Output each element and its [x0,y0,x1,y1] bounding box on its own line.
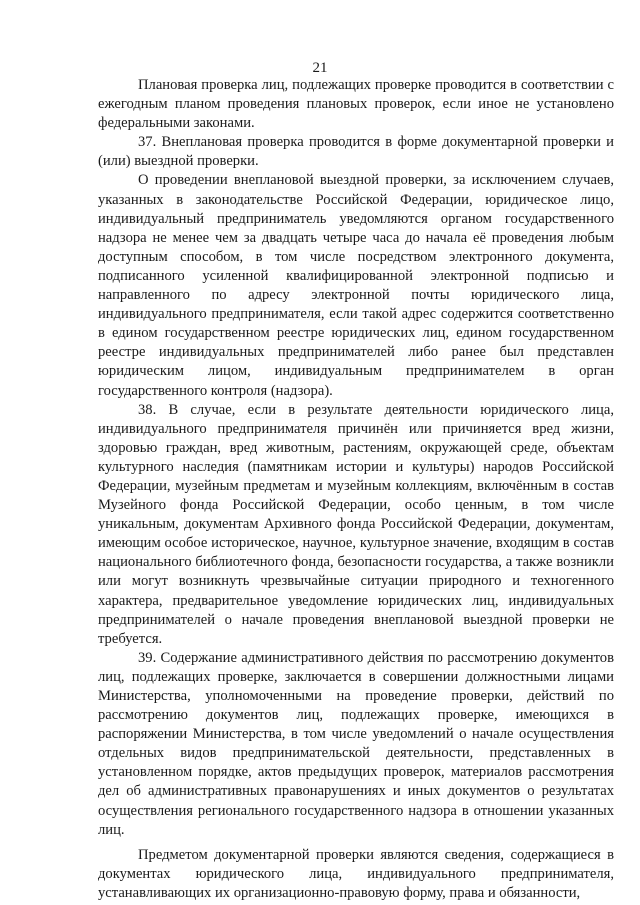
page-number: 21 [312,60,328,76]
document-body [98,76,614,903]
paragraph-planned-inspection: Плановая проверка лиц, подлежащих проверке проводится в соответствии с ежегодным планом проведения плановых проверок, если иное не установлено федеральными законами. [98,77,614,132]
paragraph-documentary-subject: Предметом документарной проверки являются сведения, содержащиеся в документах юридического лица, индивидуального предпринимателя, устанавливающих их организационно-правовую форму, права и обязанности, [98,846,614,901]
paragraph-unscheduled-notice: О проведении внеплановой выездной проверки, за исключением случаев, указанных в законодательстве Российской Федерации, юридическое лицо, индивидуальный предприниматель уведомляются органом государственного надзора не менее чем за двадцать четыре часа до начала её проведения любым доступным способом, в том числе посредством электронного документа, подписанного усиленной квалифицированной электронной подписью и направленного по адресу электронной почты юридического лица, индивидуального предпринимателя, если такой адрес содержится соответственно в едином государственном реестре юридических лиц, едином государственном реестре индивидуальных предпринимателей либо ранее был представлен юридическим лицом, индивидуальным предпринимателем в орган государственного контроля (надзора). [98,172,614,399]
paragraph-38: 38. В случае, если в результате деятельности юридического лица, индивидуального предпринимателя причинён или причиняется вред жизни, здоровью граждан, вред животным, растениям, окружающей среде, объектам культурного наследия (памятникам истории и культуры) народов Российской Федерации, музейным предметам и музейным коллекциям, включённым в состав Музейного фонда Российской Федерации, особо ценным, в том числе уникальным, документам Архивного фонда Российской Федерации, документам, имеющим особое историческое, научное, культурное значение, входящим в состав национального библиотечного фонда, безопасности государства, а также возникли или могут возникнуть чрезвычайные ситуации природного и техногенного характера, предварительное уведомление юридических лиц, индивидуальных предпринимателей о начале проведения внеплановой выездной проверки не требуется. [98,401,614,647]
paragraph-37: 37. Внеплановая проверка проводится в форме документарной проверки и (или) выездной проверки. [98,134,614,170]
paragraph-39: 39. Содержание административного действия по рассмотрению документов лиц, подлежащих проверке, заключается в совершении должностными лицами Министерства, уполномоченными на проведение проверки, действий по рассмотрению документов лиц, подлежащих проверке, имеющихся в распоряжении Министерства, в том числе уведомлений о начале осуществления отдельных видов предпринимательской деятельности, представленных в установленном порядке, актов предыдущих проверок, материалов рассмотрения дел об административных правонарушениях и иных документов о результатах осуществления регионального государственного надзора в отношении указанных лиц. [98,649,614,838]
